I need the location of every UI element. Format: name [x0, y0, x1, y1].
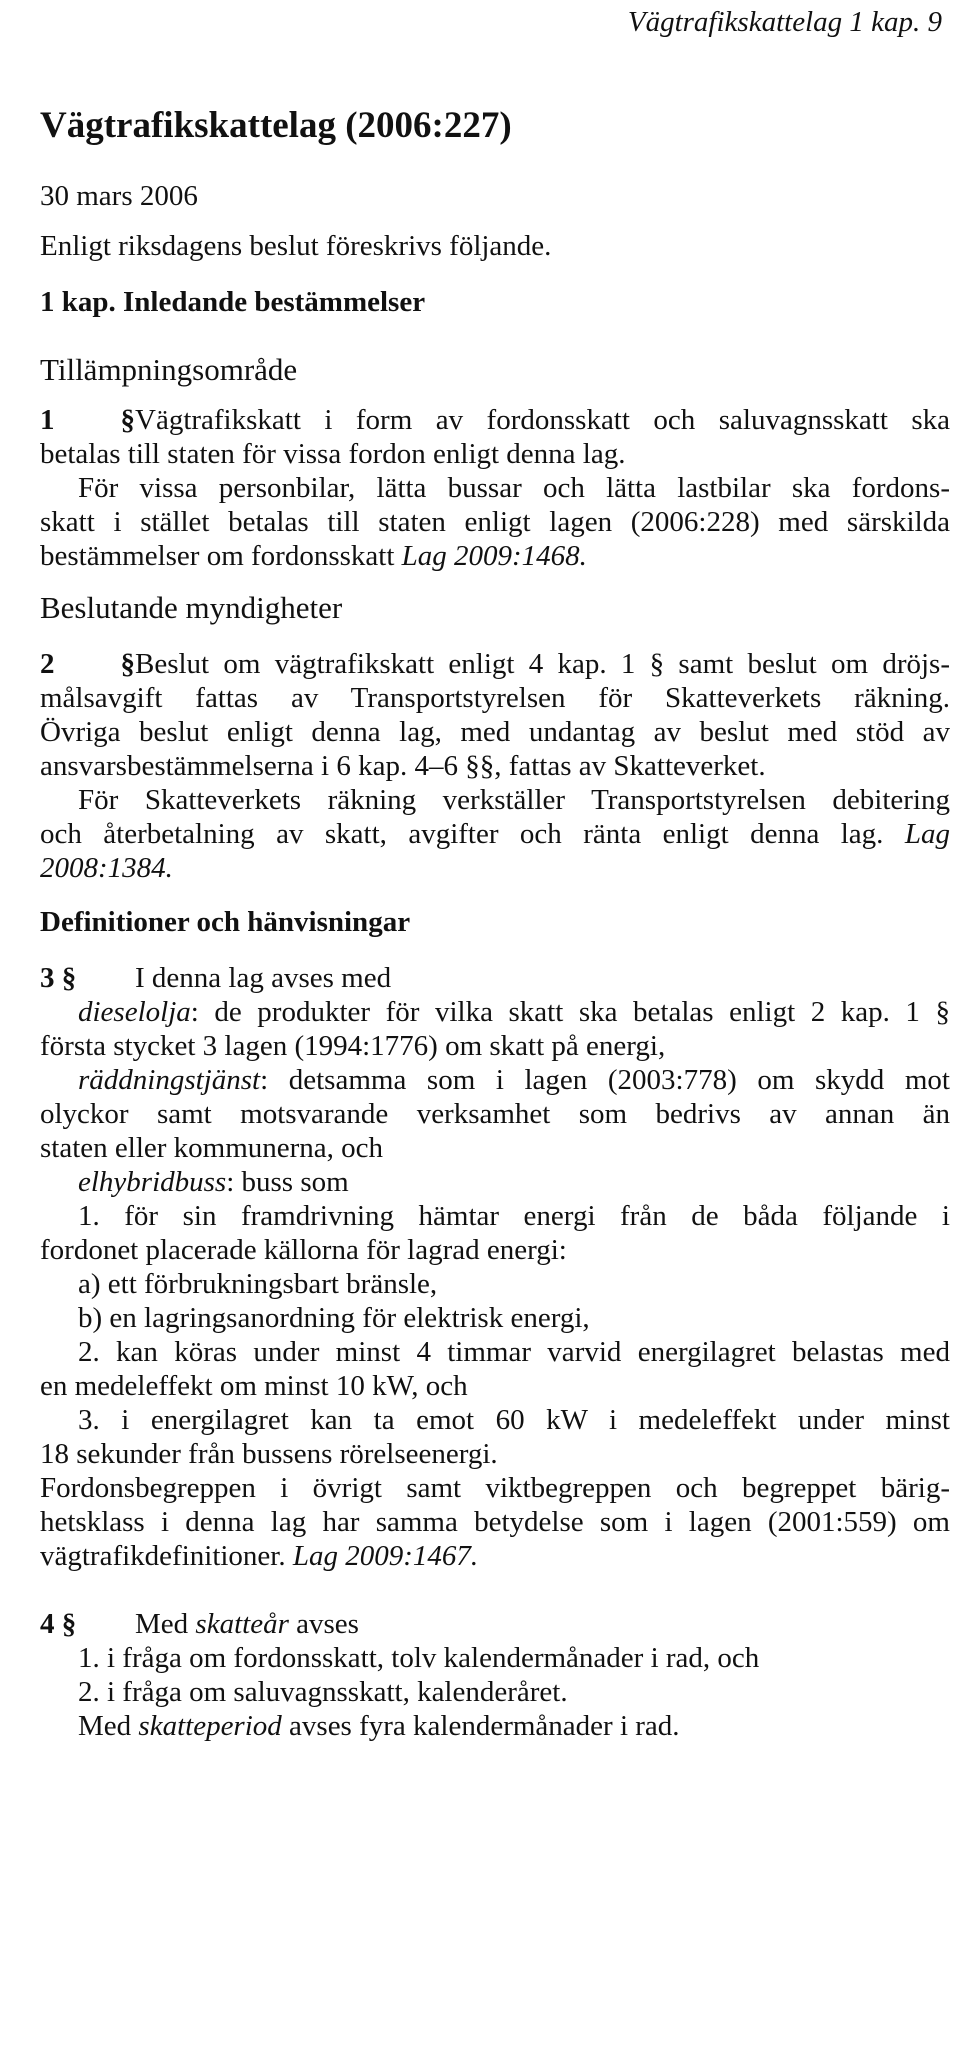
section-1-line-3: För vissa personbilar, lätta bussar och lätta lastbilar ska fordons- [78, 472, 950, 504]
subheading-tillampningsomrade: Tillämpningsområde [40, 352, 298, 387]
section-2-law-ref-b: 2008:1384. [40, 852, 173, 884]
section-2-line-6: och återbetalning av skatt, avgifter och ränta enligt denna lag. Lag [40, 818, 951, 850]
section-3-line-16: Fordonsbegreppen i övrigt samt viktbegreppen och begreppet bärig- [40, 1472, 950, 1504]
term-skatteperiod: skatteperiod [138, 1710, 282, 1742]
section-2-line-3: Övriga beslut enligt denna lag, med undantag av beslut med stöd av [40, 716, 950, 748]
section-3-line-10: a) ett förbrukningsbart bränsle, [78, 1268, 438, 1300]
section-1-number: 1 § [40, 404, 135, 436]
section-3-line-17: hetsklass i denna lag har samma betydelse som i lagen (2001:559) om [40, 1506, 950, 1538]
term-skattear: skatteår [195, 1608, 289, 1640]
section-1-line-5: bestämmelser om fordonsskatt Lag 2009:1468. [40, 540, 587, 572]
section-1-line-2: betalas till staten för vissa fordon enligt denna lag. [40, 438, 626, 470]
section-2-line-2: målsavgift fattas av Transportstyrelsen för Skatteverkets räkning. [40, 682, 950, 714]
section-4-number: 4 § [40, 1608, 77, 1640]
section-2-line-4: ansvarsbestämmelserna i 6 kap. 4–6 §§, fattas av Skatteverket. [40, 750, 766, 782]
section-2-law-ref-a: Lag [904, 818, 951, 850]
section-3-line-11: b) en lagringsanordning för elektrisk energi, [78, 1302, 590, 1334]
section-3-line-4: räddningstjänst: detsamma som i lagen (2003:778) om skydd mot [78, 1064, 950, 1096]
section-3-line-2: dieselolja: de produkter för vilka skatt ska betalas enligt 2 kap. 1 § [78, 996, 950, 1028]
subheading-beslutande-myndigheter: Beslutande myndigheter [40, 590, 343, 625]
section-1-line-1: 1 §Vägtrafikskatt i form av fordonsskatt och saluvagnsskatt ska [40, 404, 950, 436]
section-3-line-5: olyckor samt motsvarande verksamhet som bedrivs av annan än [40, 1098, 950, 1130]
section-3-line-8: 1. för sin framdrivning hämtar energi från de båda följande i [78, 1200, 950, 1232]
chapter-heading: 1 kap. Inledande bestämmelser [40, 286, 426, 318]
section-3-line-3: första stycket 3 lagen (1994:1776) om skatt på energi, [40, 1030, 666, 1062]
section-1-law-ref: Lag 2009:1468. [401, 540, 587, 572]
section-2-line-1: 2 §Beslut om vägtrafikskatt enligt 4 kap. 1 § samt beslut om dröjs- [40, 648, 950, 680]
document-date: 30 mars 2006 [40, 180, 198, 212]
section-4-line-2: 1. i fråga om fordonsskatt, tolv kalendermånader i rad, och [78, 1642, 760, 1674]
section-1-line-4: skatt i stället betalas till staten enligt lagen (2006:228) med särskilda [40, 506, 950, 538]
section-2-number: 2 § [40, 648, 135, 680]
running-head: Vägtrafikskattelag 1 kap. 9 [627, 6, 942, 38]
section-3-line-9: fordonet placerade källorna för lagrad energi: [40, 1234, 567, 1266]
section-3-line-18: vägtrafikdefinitioner. Lag 2009:1467. [40, 1540, 479, 1572]
section-3-number: 3 § [40, 962, 77, 994]
preamble: Enligt riksdagens beslut föreskrivs följande. [40, 230, 552, 262]
section-4-line-4: Med skatteperiod avses fyra kalendermånader i rad. [78, 1710, 680, 1742]
section-4-line-1: 4 § Med skatteår avses [40, 1608, 359, 1640]
section-3-law-ref: Lag 2009:1467. [292, 1540, 479, 1572]
document-title: Vägtrafikskattelag (2006:227) [40, 105, 512, 146]
subheading-definitioner: Definitioner och hänvisningar [40, 906, 411, 938]
section-3-line-6: staten eller kommunerna, och [40, 1132, 384, 1164]
section-3-line-7: elhybridbuss: buss som [78, 1166, 349, 1198]
section-2-line-5: För Skatteverkets räkning verkställer Transportstyrelsen debitering [78, 784, 950, 816]
term-elhybridbuss: elhybridbuss [78, 1166, 227, 1198]
term-dieselolja: dieselolja [78, 996, 191, 1028]
section-3-line-15: 18 sekunder från bussens rörelseenergi. [40, 1438, 498, 1470]
section-3-line-14: 3. i energilagret kan ta emot 60 kW i medeleffekt under minst [78, 1404, 950, 1436]
section-2-line-7 [40, 850, 950, 886]
term-raddningstjanst: räddningstjänst [78, 1064, 261, 1096]
section-3-line-13: en medeleffekt om minst 10 kW, och [40, 1370, 468, 1402]
section-3-line-1: 3 § I denna lag avses med [40, 962, 392, 994]
section-4-line-3: 2. i fråga om saluvagnsskatt, kalenderåret. [78, 1676, 568, 1708]
section-3-line-12: 2. kan köras under minst 4 timmar varvid energilagret belastas med [78, 1336, 950, 1368]
